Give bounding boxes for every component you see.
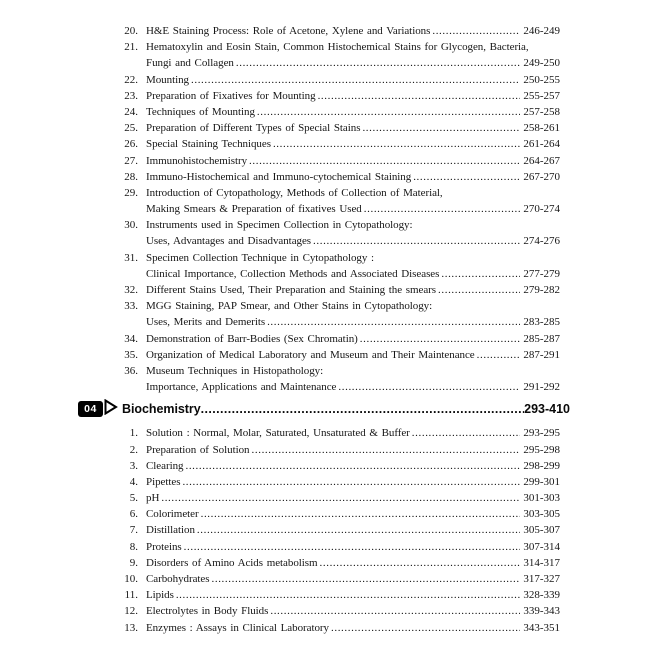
toc-entry-pages: 314-317 — [523, 556, 560, 569]
toc-entry — [108, 169, 560, 185]
dot-leader — [249, 153, 520, 169]
section-page-range: 293-410 — [524, 402, 570, 417]
toc-entry-number: 10. — [124, 573, 138, 585]
toc-entry-pages: 299-301 — [523, 475, 560, 488]
toc-entry — [108, 217, 560, 233]
toc-entry-title: Uses, Merits and Demerits — [146, 316, 266, 329]
toc-entry-number: 27. — [124, 154, 138, 167]
dot-leader — [313, 233, 520, 249]
toc-entry — [108, 331, 560, 347]
toc-entry-number: 11. — [124, 589, 138, 602]
toc-entry-number: 13. — [124, 621, 138, 634]
toc-entry-title: Electrolytes in Body Fluids — [146, 605, 269, 618]
toc-entry-pages: 267-270 — [523, 170, 560, 183]
toc-entry-title: Solution : Normal, Molar, Saturated, Unsaturated & Buffer — [146, 427, 410, 440]
section-number-badge: 04 — [78, 401, 103, 417]
toc-entry-number: 21. — [124, 41, 138, 54]
dot-leader — [270, 603, 520, 619]
toc-entry-pages: 291-292 — [523, 381, 560, 394]
dot-leader — [267, 314, 520, 330]
toc-entry — [108, 490, 560, 506]
toc-entry — [108, 522, 560, 538]
toc-entry-title: Disorders of Amino Acids metabolism — [146, 556, 318, 569]
dot-leader — [441, 266, 520, 282]
toc-entry-title: Different Stains Used, Their Preparation and Staining the smears — [146, 284, 437, 296]
toc-entry-number: 1. — [129, 427, 138, 440]
dot-leader — [197, 522, 520, 538]
toc-entry-title: Specimen Collection Technique in Cytopathology : — [146, 251, 375, 264]
toc-entry-title: Preparation of Solution — [146, 443, 250, 456]
toc-entry-title: Enzymes : Assays in Clinical Laboratory — [146, 621, 329, 634]
toc-entry — [108, 314, 560, 330]
toc-entry — [108, 23, 560, 39]
toc-entry-number: 36. — [124, 364, 138, 377]
toc-entry — [108, 442, 560, 458]
toc-entry-title: Preparation of Fixatives for Mounting — [146, 89, 316, 102]
dot-leader — [412, 425, 521, 441]
toc-entry — [108, 603, 560, 619]
section-badge-wrap — [78, 400, 118, 418]
toc-entry-number: 23. — [124, 89, 138, 102]
toc-entry-pages: 301-303 — [523, 492, 560, 505]
toc-entry — [108, 153, 560, 169]
dot-leader — [201, 506, 521, 522]
toc-entry — [108, 136, 560, 152]
dot-leader — [360, 331, 521, 347]
toc-entry-number: 35. — [124, 348, 138, 361]
toc-entry-title: Mounting — [146, 73, 189, 86]
dot-leader — [176, 587, 521, 603]
dot-leader — [257, 104, 520, 120]
toc-entry-title: Hematoxylin and Eosin Stain, Common Histochemical Stains for Glycogen, Bacteria, — [146, 41, 529, 54]
toc-entry-number: 7. — [129, 524, 138, 537]
dot-leader — [438, 282, 520, 298]
toc-entry-pages: 277-279 — [523, 267, 560, 280]
toc-entry-pages: 295-298 — [523, 443, 560, 456]
toc-entry-pages: 249-250 — [523, 57, 560, 70]
toc-entry — [108, 571, 560, 587]
toc-entry-title: Organization of Medical Laboratory and Museum and Their Maintenance — [146, 348, 475, 361]
toc-entry-number: 2. — [129, 443, 138, 456]
toc-entry-number: 22. — [124, 73, 138, 86]
dot-leader — [273, 136, 520, 152]
dot-leader — [362, 120, 520, 136]
toc-entry-number: 12. — [124, 605, 138, 618]
toc-entry-title: Special Staining Techniques — [146, 138, 271, 151]
toc-entry-title: Lipids — [146, 589, 174, 602]
histopathology-entry-list — [108, 23, 560, 395]
dot-leader — [201, 400, 525, 418]
toc-entry-number: 5. — [129, 492, 138, 505]
dot-leader — [184, 539, 521, 555]
toc-entry-title: Clearing — [146, 459, 184, 472]
toc-entry — [108, 379, 560, 395]
toc-entry — [108, 620, 560, 636]
toc-entry — [108, 555, 560, 571]
dot-leader — [161, 490, 520, 506]
toc-entry-pages: 261-264 — [523, 138, 560, 151]
toc-entry-title: pH — [146, 492, 160, 505]
toc-entry-title: Preparation of Different Types of Special Stains — [146, 122, 361, 135]
toc-entry — [108, 298, 560, 314]
toc-entry-number: 31. — [124, 251, 138, 264]
dot-leader — [477, 347, 521, 363]
toc-entry — [108, 88, 560, 104]
dot-leader — [413, 169, 520, 185]
toc-entry — [108, 282, 560, 298]
toc-entry — [108, 347, 560, 363]
toc-entry-pages: 293-295 — [523, 427, 560, 440]
dot-leader — [364, 201, 521, 217]
toc-entry-number: 32. — [124, 284, 138, 296]
toc-entry-title: Proteins — [146, 540, 182, 553]
toc-entry-pages: 328-339 — [523, 589, 560, 602]
dot-leader — [252, 442, 521, 458]
toc-entry-title: Distillation — [146, 524, 195, 537]
toc-entry-title: Immuno-Histochemical and Immuno-cytochemical Staining — [146, 170, 412, 183]
dot-leader — [236, 55, 520, 71]
toc-entry — [108, 185, 560, 201]
toc-entry — [108, 201, 560, 217]
toc-entry-pages: 255-257 — [523, 89, 560, 102]
section-arrow-icon — [104, 399, 118, 420]
dot-leader — [191, 72, 520, 88]
toc-entry-pages: 264-267 — [523, 154, 560, 167]
toc-entry-number: 3. — [129, 459, 138, 472]
toc-entry-pages: 305-307 — [523, 524, 560, 537]
toc-entry — [108, 458, 560, 474]
dot-leader — [182, 474, 520, 490]
dot-leader — [432, 23, 520, 39]
toc-entry-pages: 257-258 — [523, 105, 560, 118]
toc-entry-number: 26. — [124, 138, 138, 151]
toc-entry-pages: 298-299 — [523, 459, 560, 472]
toc-entry — [108, 72, 560, 88]
section-header-biochemistry — [84, 400, 570, 418]
toc-entry-title: Carbohydrates — [146, 573, 210, 585]
toc-entry-number: 20. — [124, 25, 138, 37]
toc-entry — [108, 425, 560, 441]
toc-entry-title: Importance, Applications and Maintenance — [146, 381, 337, 394]
toc-entry-title: Techniques of Mounting — [146, 105, 255, 118]
toc-entry-pages: 307-314 — [523, 540, 560, 553]
toc-entry-pages: 274-276 — [523, 235, 560, 248]
toc-entry-title: Museum Techniques in Histopathology: — [146, 364, 324, 377]
toc-entry-pages: 279-282 — [523, 284, 560, 296]
toc-entry-title: Instruments used in Specimen Collection in Cytopathology: — [146, 219, 413, 232]
toc-entry-pages: 270-274 — [523, 203, 560, 216]
toc-entry-number: 4. — [129, 475, 138, 488]
toc-entry-pages: 285-287 — [523, 332, 560, 345]
dot-leader — [318, 88, 521, 104]
toc-entry-title: Fungi and Collagen — [146, 57, 234, 70]
toc-entry — [108, 55, 560, 71]
dot-leader — [185, 458, 520, 474]
dot-leader — [212, 571, 521, 587]
toc-entry-title: Pipettes — [146, 475, 181, 488]
toc-entry-number: 30. — [124, 219, 138, 232]
toc-entry — [108, 539, 560, 555]
toc-entry-number: 9. — [129, 556, 138, 569]
dot-leader — [338, 379, 520, 395]
toc-entry-pages: 343-351 — [523, 621, 560, 634]
toc-entry-number: 6. — [129, 508, 138, 521]
toc-entry-pages: 287-291 — [523, 348, 560, 361]
toc-entry-number: 28. — [124, 170, 138, 183]
toc-entry — [108, 120, 560, 136]
toc-entry-number: 24. — [124, 105, 138, 118]
toc-entry-number: 8. — [129, 540, 138, 553]
toc-entry — [108, 266, 560, 282]
toc-entry-title: Making Smears & Preparation of fixatives Used — [146, 203, 362, 216]
toc-entry-title: Demonstration of Barr-Bodies (Sex Chromatin) — [146, 332, 358, 345]
toc-entry — [108, 39, 560, 55]
toc-entry-title: Colorimeter — [146, 508, 199, 521]
toc-entry-number: 25. — [124, 122, 138, 135]
toc-entry-pages: 303-305 — [523, 508, 560, 521]
toc-entry — [108, 587, 560, 603]
toc-entry — [108, 233, 560, 249]
toc-entry-pages: 246-249 — [523, 25, 560, 37]
toc-entry — [108, 474, 560, 490]
toc-entry — [108, 250, 560, 266]
toc-entry-number: 34. — [124, 332, 138, 345]
section-title: Biochemistry — [122, 402, 201, 417]
toc-entry-title: Introduction of Cytopathology, Methods of Collection of Material, — [146, 186, 443, 199]
toc-entry — [108, 363, 560, 379]
biochemistry-entry-list — [108, 425, 560, 635]
dot-leader — [331, 620, 520, 636]
toc-entry — [108, 104, 560, 120]
toc-entry-pages: 317-327 — [523, 573, 560, 585]
toc-entry-pages: 283-285 — [523, 316, 560, 329]
dot-leader — [320, 555, 521, 571]
toc-entry-number: 29. — [124, 186, 138, 199]
toc-entry-title: Uses, Advantages and Disadvantages — [146, 235, 312, 248]
toc-entry — [108, 506, 560, 522]
toc-entry-title: H&E Staining Process: Role of Acetone, Xylene and Variations — [146, 25, 431, 37]
toc-entry-number: 33. — [124, 300, 138, 313]
toc-entry-pages: 250-255 — [523, 73, 560, 86]
toc-entry-pages: 339-343 — [523, 605, 560, 618]
toc-entry-title: MGG Staining, PAP Smear, and Other Stains in Cytopathology: — [146, 300, 433, 313]
toc-page — [84, 0, 570, 660]
toc-entry-pages: 258-261 — [523, 122, 560, 135]
toc-entry-title: Immunohistochemistry — [146, 154, 248, 167]
toc-entry-title: Clinical Importance, Collection Methods and Associated Diseases — [146, 267, 440, 280]
